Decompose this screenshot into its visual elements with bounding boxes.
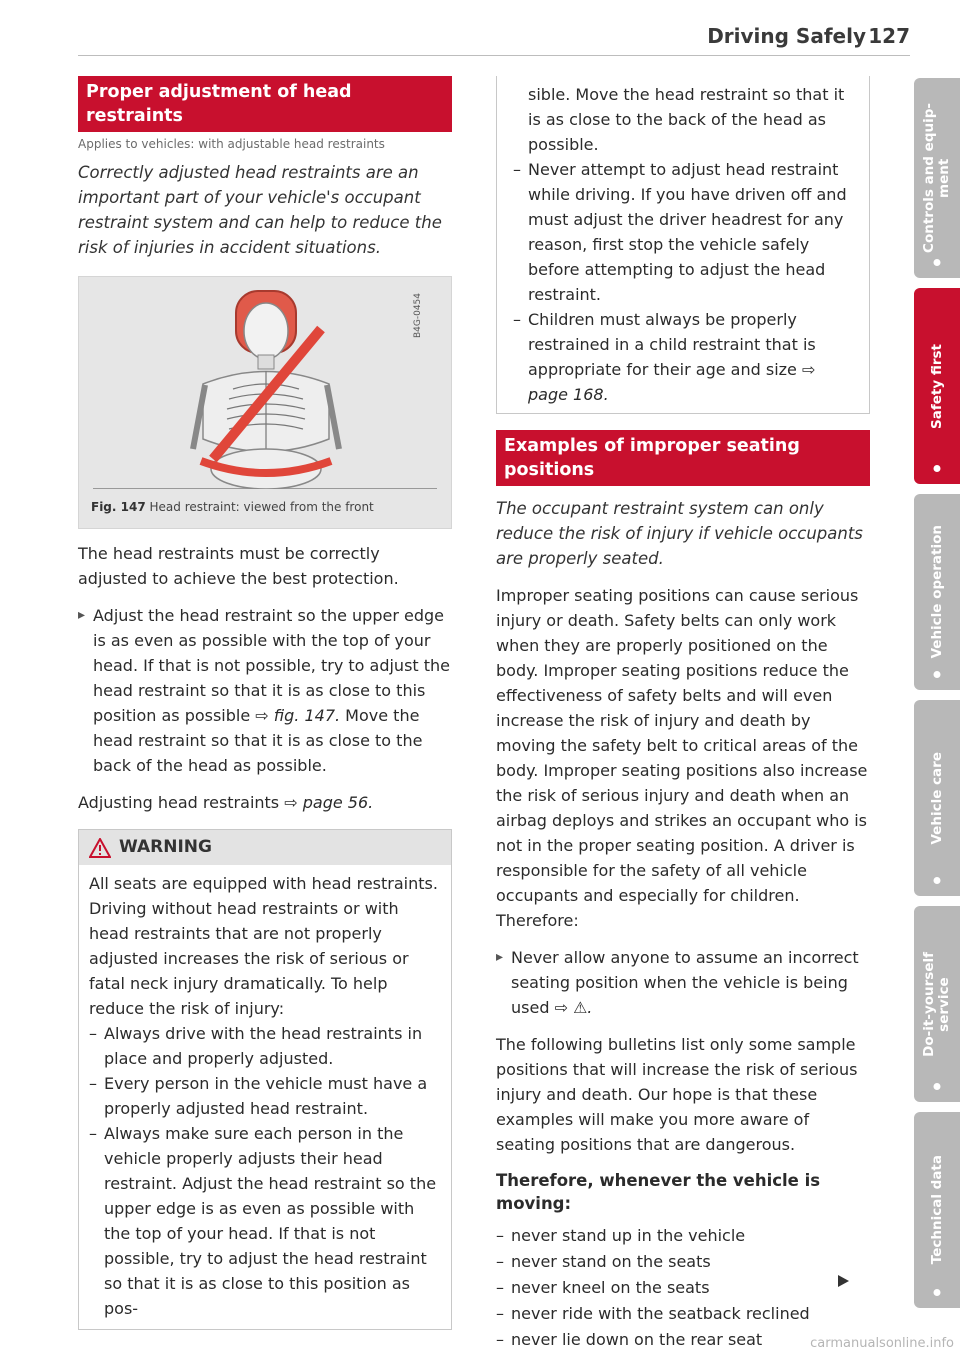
paragraph-text: Adjusting head restraints: [78, 793, 280, 812]
page-link[interactable]: ⇨ page 168.: [528, 360, 816, 404]
warning-header: [79, 830, 451, 865]
intro-text: Correctly adjusted head restraints are an important part of your vehicle's occupant restraint system and can help to reduce the risk of injuries in accident situations.: [78, 163, 442, 257]
warning-box: [78, 829, 452, 1330]
warning-text: All seats are equipped with head restraints. Driving without head restraints or with head restraints that are not properly adjusted increases the risk of serious or fatal neck injury dramatically. To help reduce the risk of injury:: [89, 874, 438, 1018]
instruction-bullet: [78, 603, 452, 778]
warning-continuation: [496, 76, 870, 414]
chapter-title: Driving Safely: [707, 24, 866, 48]
section-heading-head-restraints: Proper adjustment of head restraints: [78, 76, 452, 132]
tab-technical-data[interactable]: [914, 1112, 960, 1308]
dot-icon: [934, 1289, 941, 1296]
tab-vehicle-care[interactable]: [914, 700, 960, 896]
figure-code: B4G-0454: [413, 293, 423, 339]
tab-label: Vehicle care: [928, 751, 945, 845]
warning-item: – Always make sure each person in the vehicle properly adjusts their head restraint. Adjust the head restraint so the upper edge is as even as possible with the top of your head. If that is not possible, try to adjust the head restraint so that it is as close to this position as pos-: [89, 1121, 441, 1321]
tab-vehicle-operation[interactable]: [914, 494, 960, 690]
figure-147: [78, 276, 452, 529]
intro-text: The occupant restraint system can only reduce the risk of injury if vehicle occupants are properly seated.: [496, 499, 863, 568]
figure-label: Fig. 147: [91, 500, 146, 514]
bullet-text: Adjust the head restraint so the upper edge is as even as possible with the top of your head. If that is not possible, try to adjust the head restraint so that it is as close to this position as possible: [93, 606, 451, 725]
warning-title: WARNING: [119, 837, 212, 857]
page-number: 127: [868, 24, 910, 48]
paragraph: [78, 790, 452, 815]
dot-icon: [934, 877, 941, 884]
tab-label: Do-it-yourself service: [921, 951, 952, 1057]
paragraph: Improper seating positions can cause serious injury or death. Safety belts can only work when they are properly positioned on the body. Improper seating positions reduce the effectiveness of safety belts and will even increase the risk of injury and death by moving the safety belt to critical areas of the body. Improper seating positions also increase the risk of serious injury and death when an airbag deploys and strikes an occupant who is not in the proper seating position. A driver is responsible for the safety of all vehicle occupants and especially for children. Therefore:: [496, 586, 868, 930]
list-item: – never kneel on the seats: [496, 1275, 870, 1301]
tab-controls[interactable]: [914, 78, 960, 278]
warning-item: – Every person in the vehicle must have a properly adjusted head restraint.: [89, 1071, 441, 1121]
warning-body: [79, 865, 451, 1329]
subheading: Therefore, whenever the vehicle is moving:: [496, 1171, 821, 1213]
applies-note: Applies to vehicles: with adjustable head restraints: [78, 137, 385, 151]
bullet-text: Never allow anyone to assume an incorrect seating position when the vehicle is being used: [511, 948, 859, 1017]
figure-illustration: [93, 289, 437, 489]
figure-caption-text: Head restraint: viewed from the front: [149, 500, 374, 514]
page-header: [78, 22, 910, 56]
warning-item-text: Children must always be properly restrained in a child restraint that is appropriate for their age and size: [528, 310, 816, 379]
head-restraint-illustration: [93, 289, 439, 489]
warning-item: – Never attempt to adjust head restraint while driving. If you have driven off and must adjust the driver headrest for any reason, first stop the vehicle safely before attempting to adjust the head restraint.: [513, 157, 859, 307]
tab-label: Technical data: [928, 1155, 945, 1265]
paragraph: The head restraints must be correctly adjusted to achieve the best protection.: [78, 544, 399, 588]
warning-item: – Always drive with the head restraints in place and properly adjusted.: [89, 1021, 441, 1071]
dot-icon: [934, 259, 941, 266]
page-link[interactable]: ⇨ page 56.: [284, 793, 374, 812]
warning-triangle-icon: [89, 838, 111, 858]
position-list: [496, 1223, 870, 1353]
tab-label: Vehicle operation: [928, 525, 945, 659]
bullet-text-end: Move the head restraint so that it is as close to the back of the head as possible.: [93, 706, 423, 775]
list-item: – never stand up in the vehicle: [496, 1223, 870, 1249]
continuation-text: sible. Move the head restraint so that it is as close to the back of the head as possible.: [528, 85, 845, 154]
tab-do-it-yourself[interactable]: [914, 906, 960, 1102]
section-heading-seating: Examples of improper seating positions: [496, 430, 870, 486]
left-column: [78, 76, 452, 1330]
tab-label: Safety first: [928, 343, 945, 429]
figure-link[interactable]: ⇨ fig. 147.: [255, 706, 341, 725]
instruction-bullet: [496, 945, 870, 1020]
watermark: carmanualsonline.info: [810, 1336, 954, 1351]
paragraph: The following bulletins list only some sample positions that will increase the risk of serious injury and death. Our hope is that these examples will make you more aware of seating positions that are dangerous.: [496, 1035, 858, 1154]
list-item: – never lie down on the rear seat: [496, 1327, 870, 1353]
figure-caption: [79, 489, 451, 528]
continue-arrow-icon: [838, 1275, 849, 1287]
warning-item: [513, 307, 859, 407]
list-item: – never stand on the seats: [496, 1249, 870, 1275]
tab-label: Controls and equip- ment: [921, 103, 952, 253]
dot-icon: [934, 671, 941, 678]
dot-icon: [934, 1083, 941, 1090]
dot-icon: [934, 465, 941, 472]
list-item: – never ride with the seatback reclined: [496, 1301, 870, 1327]
right-column: [496, 76, 870, 1353]
warning-link[interactable]: ⇨ ⚠.: [554, 998, 593, 1017]
tab-safety-first[interactable]: [914, 288, 960, 484]
